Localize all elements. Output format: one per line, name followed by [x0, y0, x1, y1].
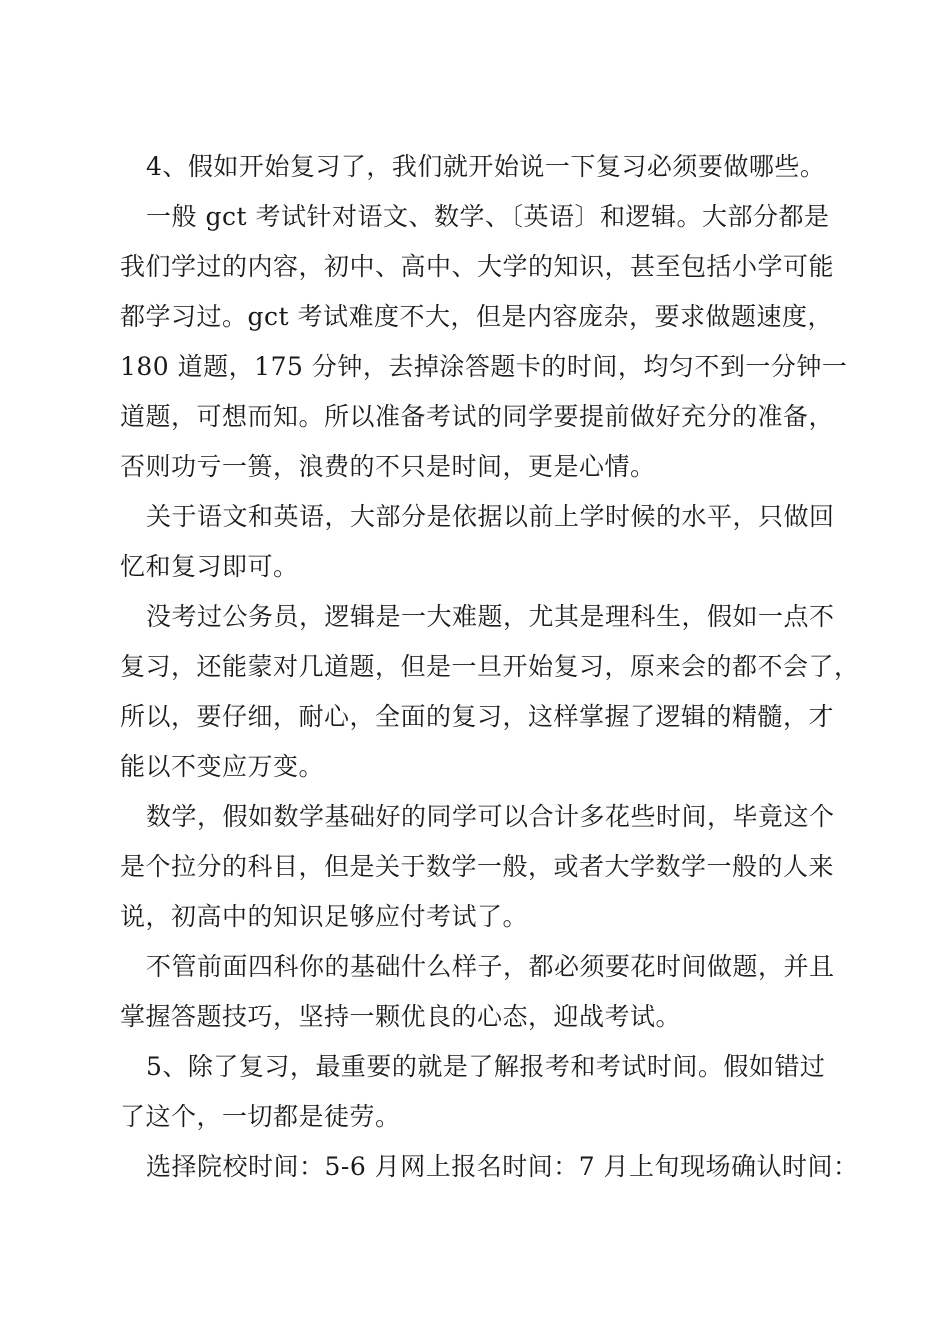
text-line: 5、除了复习，最重要的就是了解报考和考试时间。假如错过 [146, 1052, 826, 1081]
text-line: 复习，还能蒙对几道题，但是一旦开始复习，原来会的都不会了， [120, 652, 860, 681]
text-line: 数学，假如数学基础好的同学可以合计多花些时间，毕竟这个 [146, 802, 835, 831]
text-line: 不管前面四科你的基础什么样子，都必须要花时间做题，并且 [146, 952, 835, 981]
text-line: 180 道题，175 分钟，去掉涂答题卡的时间，均匀不到一分钟一 [120, 352, 848, 381]
text-line: 4、假如开始复习了，我们就开始说一下复习必须要做哪些。 [146, 152, 826, 181]
text-line: 能以不变应万变。 [120, 752, 325, 781]
text-line: 选择院校时间：5-6 月网上报名时间：7 月上旬现场确认时间： [146, 1152, 859, 1181]
text-line: 否则功亏一篑，浪费的不只是时间，更是心情。 [120, 452, 656, 481]
text-line: 了这个，一切都是徒劳。 [120, 1102, 401, 1131]
text-line: 是个拉分的科目，但是关于数学一般，或者大学数学一般的人来 [120, 852, 835, 881]
text-line: 我们学过的内容，初中、高中、大学的知识，甚至包括小学可能 [120, 252, 835, 281]
text-line: 都学习过。gct 考试难度不大，但是内容庞杂，要求做题速度， [120, 302, 834, 331]
text-line: 关于语文和英语，大部分是依据以前上学时候的水平，只做回 [146, 502, 835, 531]
text-line: 一般 gct 考试针对语文、数学、〔英语〕和逻辑。大部分都是 [146, 202, 830, 231]
text-line: 说，初高中的知识足够应付考试了。 [120, 902, 529, 931]
text-line: 掌握答题技巧，坚持一颗优良的心态，迎战考试。 [120, 1002, 682, 1031]
text-line: 道题，可想而知。所以准备考试的同学要提前做好充分的准备， [120, 402, 835, 431]
text-line: 没考过公务员，逻辑是一大难题，尤其是理科生，假如一点不 [146, 602, 835, 631]
text-line: 忆和复习即可。 [120, 552, 299, 581]
text-line: 所以，要仔细，耐心，全面的复习，这样掌握了逻辑的精髓，才 [120, 702, 835, 731]
